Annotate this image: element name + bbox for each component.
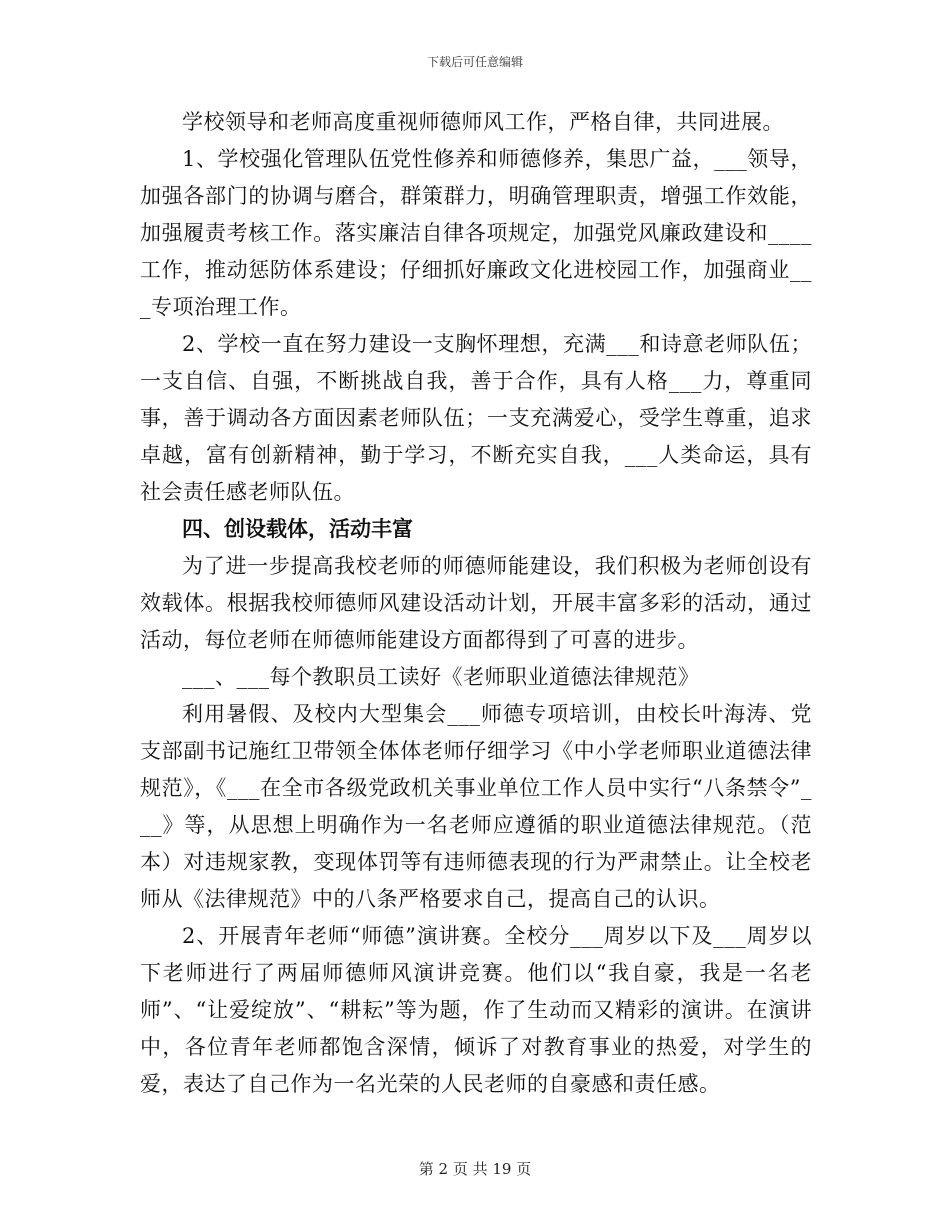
document-body (140, 104, 812, 1103)
paragraph-section-4-intro: 为了进一步提高我校老师的师德师能建设，我们积极为老师创设有效载体。根据我校师德师风建设活动计划，开展丰富多彩的活动，通过活动，每位老师在师德师能建设方面都得到了可喜的进步。 (140, 554, 812, 652)
paragraph-speech-contest: 2、开展青年老师“师德”演讲赛。全校分___周岁以下及___周岁以下老师进行了两届师德师风演讲竞赛。他们以“我自豪，我是一名老师”、“让爱绽放”、“耕耘”等为题，作了生动而又精彩的演讲。在演讲中，各位青年老师都饱含深情，倾诉了对教育事业的热爱，对学生的爱，表达了自己作为一名光荣的人民老师的自豪感和责任感。 (140, 924, 812, 1096)
paragraph-intro: 学校领导和老师高度重视师德师风工作，严格自律，共同进展。 (182, 110, 784, 134)
paragraph-subheading: ___、___每个教职员工读好《老师职业道德法律规范》 (182, 665, 700, 689)
paragraph-item-1: 1、学校强化管理队伍党性修养和师德修养，集思广益，___领导，加强各部门的协调与磨合，群策群力，明确管理职责，增强工作效能，加强履责考核工作。落实廉洁自律各项规定，加强党风廉政建设和____工作，推动惩防体系建设；仔细抓好廉政文化进校园工作，加强商业___专项治理工作。 (140, 147, 812, 319)
header-note: 下载后可任意编辑 (426, 55, 523, 69)
section-heading-4: 四、创设载体，活动丰富 (182, 517, 413, 541)
paragraph-training: 利用暑假、及校内大型集会___师德专项培训，由校长叶海涛、党支部副书记施红卫带领全体体老师仔细学习《中小学老师职业道德法律规范》，《___在全市各级党政机关事业单位工作人员中实行“八条禁令”___》等，从思想上明确作为一名老师应遵循的职业道德法律规范。（范本）对违规家教，变现体罚等有违师德表现的行为严肃禁止。让全校老师从《法律规范》中的八条严格要求自己，提高自己的认识。 (140, 702, 812, 911)
page-number-footer: 第 2 页 共 19 页 (418, 1160, 532, 1178)
paragraph-item-2: 2、学校一直在努力建设一支胸怀理想，充满___和诗意老师队伍；一支自信、自强，不断挑战自我，善于合作，具有人格___力，尊重同事，善于调动各方面因素老师队伍；一支充满爱心，受学生尊重，追求卓越，富有创新精神，勤于学习，不断充实自我，___人类命运，具有社会责任感老师队伍。 (140, 332, 812, 504)
